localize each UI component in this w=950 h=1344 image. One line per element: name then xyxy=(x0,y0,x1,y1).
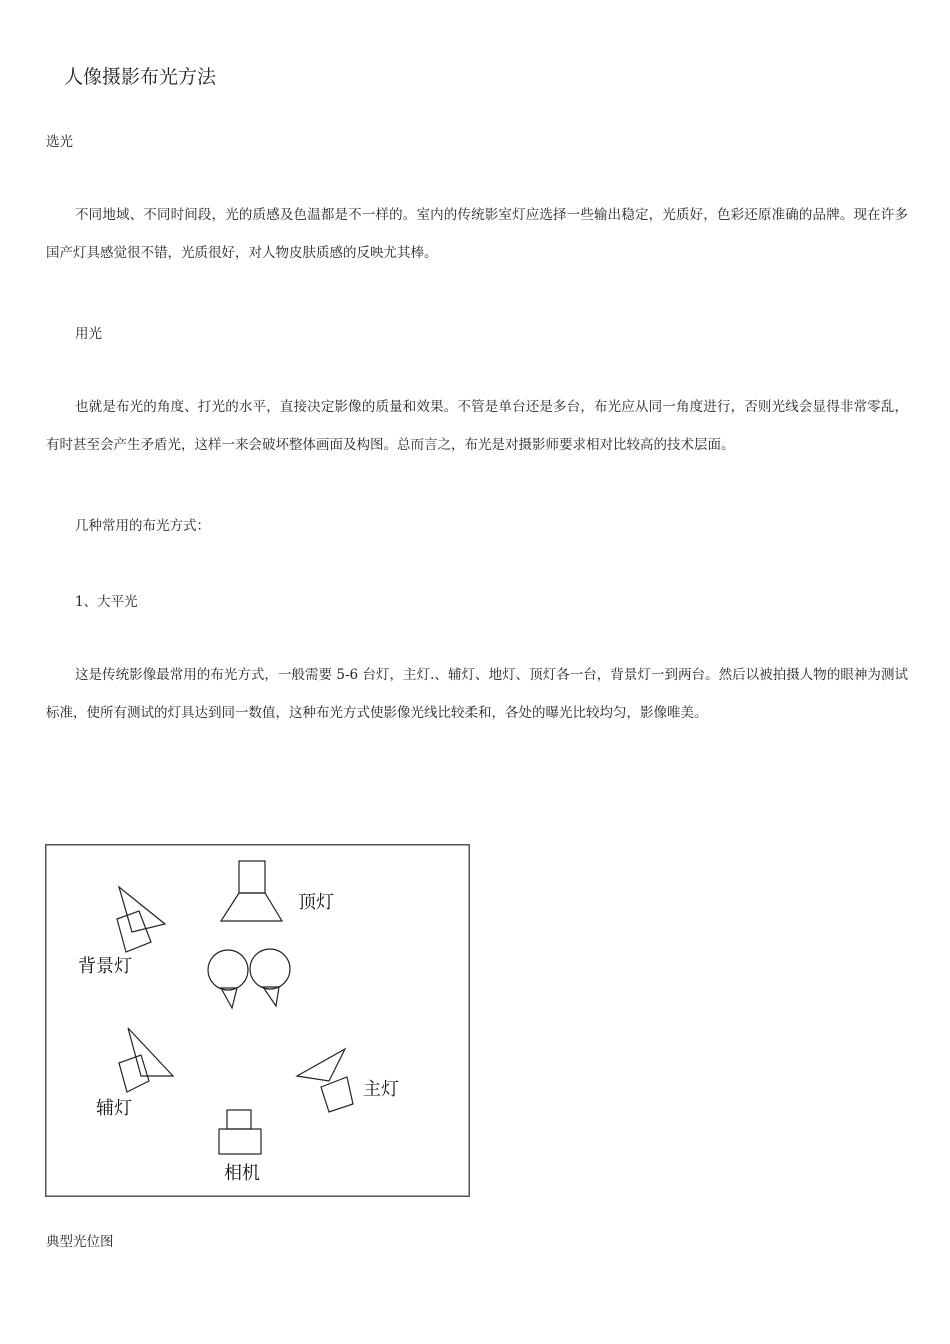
common-methods-heading: 几种常用的布光方式： xyxy=(75,518,210,534)
label-top-light: 顶灯 xyxy=(298,892,334,913)
paragraph-select-light: 不同地域、不同时间段，光的质感及色温都是不一样的。室内的传统影室灯应选择一些输出稳定，光质好，色彩还原准确的品牌。现在许多国产灯具感觉很不错，光质很好，对人物皮肤质感的反映尤其棒。 xyxy=(46,207,908,261)
page-title: 人像摄影布光方法 xyxy=(64,66,217,88)
section-heading-use-light: 用光 xyxy=(75,326,102,342)
label-camera: 相机 xyxy=(224,1163,260,1184)
paragraph-use-light: 也就是布光的角度、打光的水平，直接决定影像的质量和效果。不管是单台还是多台，布光应从同一角度进行，否则光线会显得非常零乱，有时甚至会产生矛盾光，这样一来会破坏整体画面及构图。总而言之，布光是对摄影师要求相对比较高的技术层面。 xyxy=(46,399,908,453)
label-background-light: 背景灯 xyxy=(78,956,132,977)
label-main-light: 主灯 xyxy=(363,1079,399,1100)
method1-paragraph: 这是传统影像最常用的布光方式，一般需要 5-6 台灯，主灯.、辅灯、地灯、顶灯各一台，背景灯一到两台。然后以被拍摄人物的眼神为测试标准，使所有测试的灯具达到同一数值，这种布光方式使影像光线比较柔和，各处的曝光比较均匀，影像唯美。 xyxy=(46,667,908,721)
diagram-caption: 典型光位图 xyxy=(46,1234,114,1250)
label-fill-light: 辅灯 xyxy=(96,1098,132,1119)
method1-heading: 1、大平光 xyxy=(75,594,138,610)
section-heading-select-light: 选光 xyxy=(46,134,73,150)
lighting-diagram xyxy=(45,844,470,1197)
